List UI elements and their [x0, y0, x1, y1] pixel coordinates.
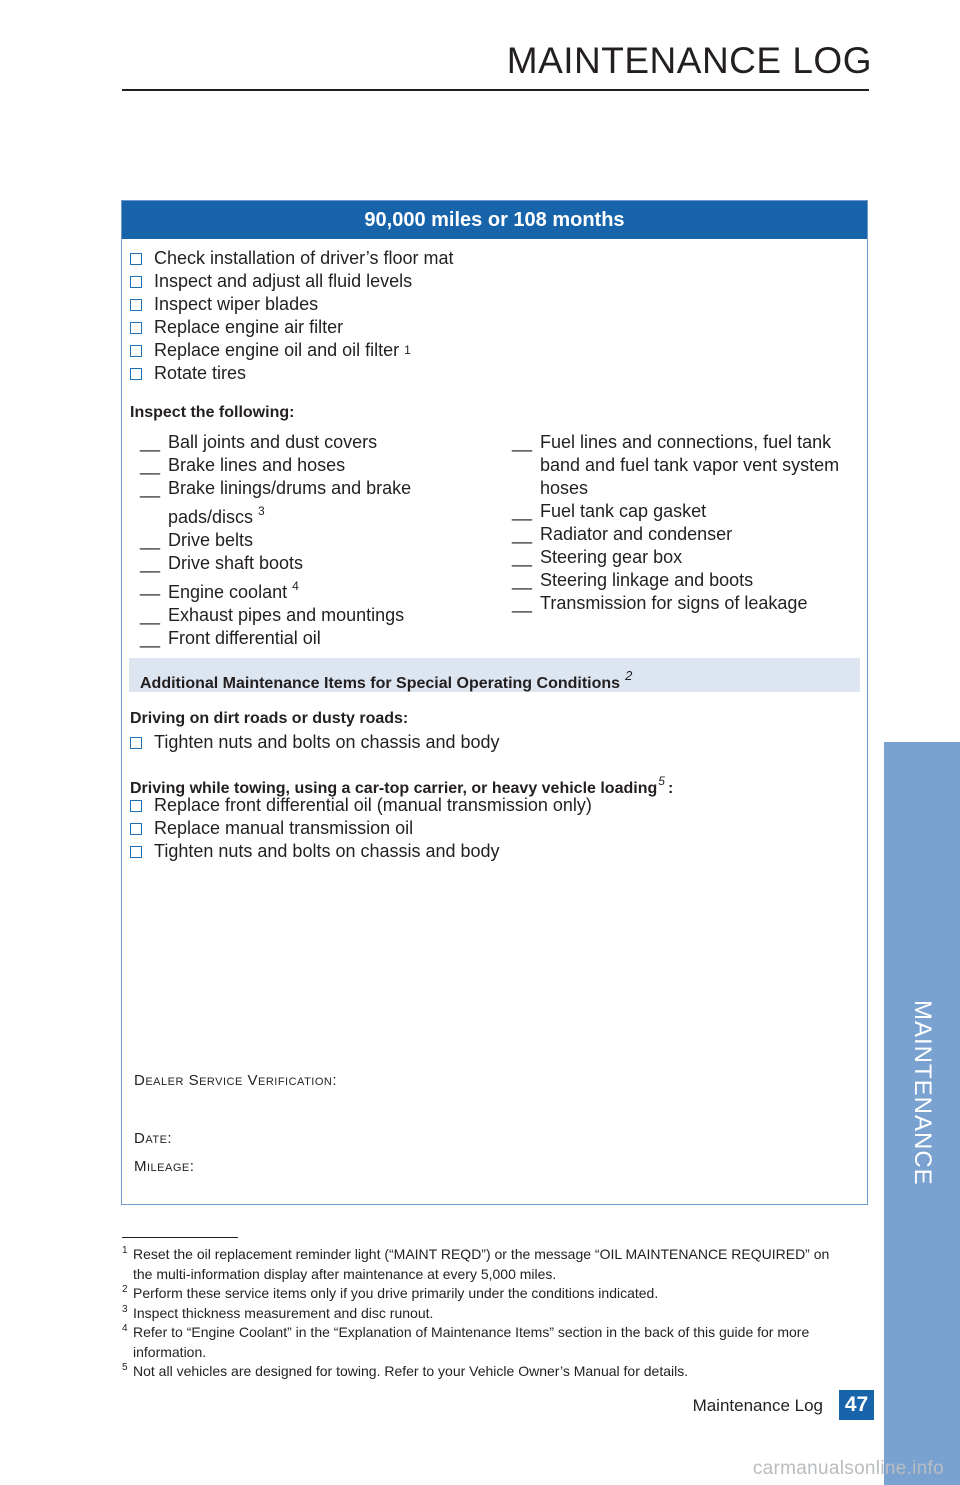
footnote-mark: 2: [122, 1284, 128, 1295]
footnote: [122, 1284, 852, 1304]
inspect-item-label: Ball joints and dust covers: [168, 432, 378, 452]
mileage-text: Mileage:: [134, 1158, 195, 1175]
footnote-mark: 5: [122, 1362, 128, 1373]
inspect-item-text: [540, 592, 807, 615]
check-blank[interactable]: __: [140, 576, 161, 596]
page-title: MAINTENANCE LOG: [506, 40, 872, 81]
condition-heading-note: 5: [658, 774, 665, 788]
check-blank[interactable]: __: [512, 501, 533, 521]
inspect-list-right: [512, 431, 862, 615]
inspect-item-text: [168, 477, 500, 529]
checkbox[interactable]: [130, 345, 142, 357]
footnote-text: Perform these service items only if you drive primarily under the conditions indicated.: [133, 1285, 659, 1301]
checklist-item: [130, 270, 453, 293]
inspect-item-text: [540, 546, 682, 569]
inspect-item: [140, 575, 500, 604]
inspect-item: [140, 477, 500, 529]
footer-label: Maintenance Log: [692, 1396, 823, 1415]
condition-item-label: Replace manual transmission oil: [154, 818, 414, 838]
check-blank[interactable]: __: [140, 530, 161, 550]
condition-item-label: Tighten nuts and bolts on chassis and body: [154, 841, 500, 861]
footnote-rule: [122, 1237, 238, 1238]
check-blank[interactable]: __: [512, 570, 533, 590]
inspect-item: [512, 523, 862, 546]
inspect-item: [512, 546, 862, 569]
check-blank[interactable]: __: [140, 455, 161, 475]
checkbox[interactable]: [130, 800, 142, 812]
footnote-text: Refer to “Engine Coolant” in the “Explanation of Maintenance Items” section in the back of this guide for more information.: [133, 1324, 810, 1360]
side-tab-label-wrap: [884, 1000, 960, 1230]
service-box: [121, 200, 868, 1205]
condition-heading-text: Driving while towing, using a car-top carrier, or heavy vehicle loading: [130, 780, 658, 797]
side-tab-label: MAINTENANCE: [909, 1000, 936, 1186]
condition-heading-text: Driving on dirt roads or dusty roads:: [130, 710, 409, 727]
watermark: carmanualsonline.info: [752, 1458, 944, 1479]
inspect-item-text: [168, 431, 377, 454]
condition-item: [130, 794, 592, 817]
inspect-item-label: Fuel lines and connections, fuel tank band and fuel tank vapor vent system hoses: [540, 432, 840, 498]
main-checklist: [130, 247, 453, 385]
check-blank[interactable]: __: [512, 432, 533, 452]
inspect-item: [512, 592, 862, 615]
inspect-item-label: Front differential oil: [168, 628, 321, 648]
checkbox[interactable]: [130, 823, 142, 835]
inspect-item-text: [168, 575, 299, 604]
footnote: [122, 1304, 852, 1324]
checklist-item: [130, 247, 453, 270]
inspect-item: [512, 569, 862, 592]
inspect-item-label: Transmission for signs of leakage: [540, 593, 808, 613]
inspect-list-left: [140, 431, 500, 650]
checkbox[interactable]: [130, 253, 142, 265]
checklist-item-label: Check installation of driver’s floor mat: [154, 248, 454, 268]
inspect-item-text: [168, 454, 345, 477]
footnote-mark: 3: [122, 1303, 128, 1315]
special-conditions-note: 2: [625, 668, 633, 683]
inspect-item: [140, 627, 500, 650]
condition-item: [130, 731, 500, 754]
inspect-item-text: [540, 431, 862, 500]
checklist-item: [130, 362, 453, 385]
inspect-item-label: Steering gear box: [540, 547, 683, 567]
inspect-item-label: Fuel tank cap gasket: [540, 501, 707, 521]
inspect-item-label: Drive shaft boots: [168, 553, 304, 573]
footnote: [122, 1323, 852, 1362]
inspect-item-text: [168, 604, 404, 627]
checklist-item-label: Rotate tires: [154, 363, 247, 383]
date-text: Date:: [134, 1130, 173, 1147]
condition-item: [130, 840, 592, 863]
footnote-text: Inspect thickness measurement and disc runout.: [133, 1304, 434, 1321]
inspect-item: [140, 431, 500, 454]
check-blank[interactable]: __: [512, 524, 533, 544]
inspect-item: [512, 431, 862, 500]
inspect-item-label: Engine coolant: [168, 582, 288, 602]
special-conditions-bar: [129, 658, 860, 692]
inspect-item-label: Steering linkage and boots: [540, 570, 754, 590]
check-blank[interactable]: __: [140, 478, 161, 498]
checkbox[interactable]: [130, 299, 142, 311]
inspect-item-label: Brake linings/drums and brake pads/discs: [168, 478, 412, 527]
condition-heading-dirt: [130, 710, 408, 728]
inspect-item-text: [168, 627, 321, 650]
condition-heading-suffix: :: [667, 780, 674, 797]
date-label: [134, 1130, 172, 1147]
inspect-item-text: [540, 569, 753, 592]
inspect-item: [140, 552, 500, 575]
check-blank[interactable]: __: [140, 553, 161, 573]
title-rule: [122, 89, 869, 91]
inspect-item-text: [540, 500, 706, 523]
inspect-heading: Inspect the following:: [130, 404, 295, 421]
service-interval-header: 90,000 miles or 108 months: [122, 201, 867, 239]
footnote-mark: 4: [122, 1323, 128, 1334]
condition-list-towing: [130, 794, 592, 863]
condition-item: [130, 817, 592, 840]
inspect-item-label: Radiator and condenser: [540, 524, 733, 544]
condition-item-label: Replace front differential oil (manual transmission only): [154, 795, 592, 815]
checklist-item: [130, 293, 453, 316]
checkbox[interactable]: [130, 737, 142, 749]
check-blank[interactable]: __: [140, 432, 161, 452]
inspect-item-text: [168, 552, 303, 575]
condition-item-label: Tighten nuts and bolts on chassis and body: [154, 732, 500, 752]
check-blank[interactable]: __: [140, 605, 161, 625]
check-blank[interactable]: __: [140, 628, 161, 648]
footnote-text: Reset the oil replacement reminder light (“MAINT REQD”) or the message “OIL MAINTENANCE REQUIRED” on the multi-information display after maintenance at every 5,000 miles.: [133, 1246, 830, 1282]
checklist-item-label: Replace engine oil and oil filter: [154, 340, 400, 360]
inspect-item: [512, 500, 862, 523]
check-blank[interactable]: __: [512, 547, 533, 567]
checkbox[interactable]: [130, 368, 142, 380]
footnote: [122, 1245, 852, 1284]
condition-list-dirt: [130, 731, 500, 754]
inspect-item-label: Exhaust pipes and mountings: [168, 605, 405, 625]
checklist-item-label: Inspect wiper blades: [154, 294, 319, 314]
checkbox[interactable]: [130, 276, 142, 288]
checkbox[interactable]: [130, 322, 142, 334]
inspect-item-text: [168, 529, 253, 552]
inspect-item: [140, 529, 500, 552]
checklist-item: [130, 316, 453, 339]
checklist-item-label: Replace engine air filter: [154, 317, 344, 337]
inspect-item: [140, 454, 500, 477]
checklist-item-label: Inspect and adjust all fluid levels: [154, 271, 413, 291]
dealer-verification-label: [134, 1072, 337, 1089]
inspect-item-text: [540, 523, 732, 546]
inspect-item-label: Drive belts: [168, 530, 254, 550]
dealer-verification-text: Dealer Service Verification:: [134, 1072, 338, 1089]
footnote: [122, 1362, 852, 1382]
footnote-text: Not all vehicles are designed for towing. Refer to your Vehicle Owner’s Manual for details.: [133, 1363, 689, 1379]
page-number: 47: [839, 1390, 874, 1420]
footnote-ref: 1: [404, 343, 411, 357]
footnote-ref: 3: [258, 504, 265, 518]
footnote-ref: 4: [292, 579, 299, 593]
special-conditions-title: Additional Maintenance Items for Special Operating Conditions: [140, 675, 621, 692]
inspect-item: [140, 604, 500, 627]
checklist-item: [130, 339, 453, 362]
mileage-label: [134, 1158, 194, 1175]
check-blank[interactable]: __: [512, 593, 533, 613]
checkbox[interactable]: [130, 846, 142, 858]
footnote-mark: 1: [122, 1245, 128, 1256]
inspect-item-label: Brake lines and hoses: [168, 455, 346, 475]
footnotes: [122, 1245, 852, 1382]
